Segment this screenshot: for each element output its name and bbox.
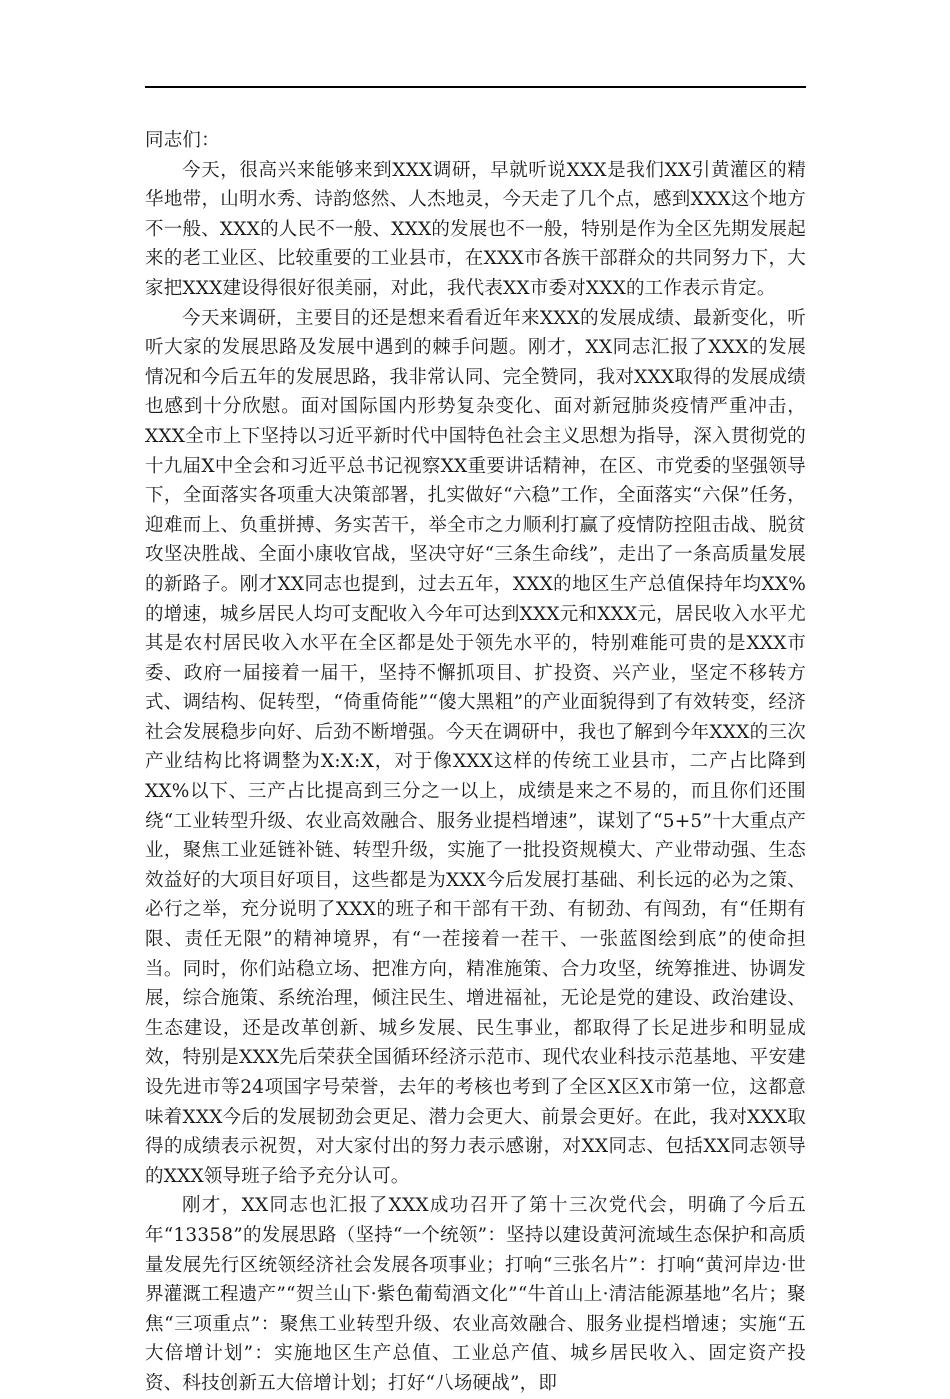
document-body xyxy=(145,126,806,1399)
paragraph-3: 刚才，XX同志也汇报了XXX成功召开了第十三次党代会，明确了今后五年“13358”的发展思路（坚持“一个统领”：坚持以建设黄河流域生态保护和高质量发展先行区统领经济社会发展各项事业；打响“三张名片”：打响“黄河岸边·世界灌溉工程遗产”“贺兰山下·紫色葡萄酒文化”“牛首山上·清洁能源基地”名片；聚焦“三项重点”：聚焦工业转型升级、农业高效融合、服务业提档增速；实施“五大倍增计划”：实施地区生产总值、工业总产值、城乡居民收入、固定资产投资、科技创新五大倍增计划；打好“八场硬战”，即 xyxy=(145,1195,806,1394)
salutation: 同志们： xyxy=(145,130,220,151)
paragraph-1: 今天，很高兴来能够来到XXX调研，早就听说XXX是我们XX引黄灌区的精华地带，山明水秀、诗韵悠然、人杰地灵，今天走了几个点，感到XXX这个地方不一般、XXX的人民不一般、XXX的发展也不一般，特别是作为全区先期发展起来的老工业区、比较重要的工业县市，在XXX市各族干部群众的共同努力下，大家把XXX建设得很好很美丽，对此，我代表XX市委对XXX的工作表示肯定。 xyxy=(145,159,806,299)
paragraph-2: 今天来调研，主要目的还是想来看看近年来XXX的发展成绩、最新变化，听听大家的发展思路及发展中遇到的棘手问题。刚才，XX同志汇报了XXX的发展情况和今后五年的发展思路，我非常认同、完全赞同，我对XXX取得的发展成绩也感到十分欣慰。面对国际国内形势复杂变化、面对新冠肺炎疫情严重冲击，XXX全市上下坚持以习近平新时代中国特色社会主义思想为指导，深入贯彻党的十九届X中全会和习近平总书记视察XX重要讲话精神，在区、市党委的坚强领导下，全面落实各项重大决策部署，扎实做好“六稳”工作，全面落实“六保”任务，迎难而上、负重拼搏、务实苦干，举全市之力顺利打赢了疫情防控阻击战、脱贫攻坚决胜战、全面小康收官战，坚决守好“三条生命线”，走出了一条高质量发展的新路子。刚才XX同志也提到，过去五年，XXX的地区生产总值保持年均XX%的增速，城乡居民人均可支配收入今年可达到XXX元和XXX元，居民收入水平尤其是农村居民收入水平在全区都是处于领先水平的，特别难能可贵的是XXX市委、政府一届接着一届干，坚持不懈抓项目、扩投资、兴产业，坚定不移转方式、调结构、促转型，“倚重倚能”“傻大黑粗”的产业面貌得到了有效转变，经济社会发展稳步向好、后劲不断增强。今天在调研中，我也了解到今年XXX的三次产业结构比将调整为X:X:X，对于像XXX这样的传统工业县市，二产占比降到XX%以下、三产占比提高到三分之一以上，成绩是来之不易的，而且你们还围绕“工业转型升级、农业高效融合、服务业提档增速”，谋划了“5+5”十大重点产业，聚焦工业延链补链、转型升级，实施了一批投资规模大、产业带动强、生态效益好的大项目好项目，这些都是为XXX今后发展打基础、利长远的必为之策、必行之举，充分说明了XXX的班子和干部有干劲、有韧劲、有闯劲，有“任期有限、责任无限”的精神境界，有“一茬接着一茬干、一张蓝图绘到底”的使命担当。同时，你们站稳立场、把准方向，精准施策、合力攻坚，统筹推进、协调发展，综合施策、系统治理，倾注民生、增进福祉，无论是党的建设、政治建设、生态建设，还是改革创新、城乡发展、民生事业，都取得了长足进步和明显成效，特别是XXX先后荣获全国循环经济示范市、现代农业科技示范基地、平安建设先进市等24项国字号荣誉，去年的考核也考到了全区X区X市第一位，这都意味着XXX今后的发展韧劲会更足、潜力会更大、前景会更好。在此，我对XXX取得的成绩表示祝贺，对大家付出的努力表示感谢，对XX同志、包括XX同志领导的XXX领导班子给予充分认可。 xyxy=(145,307,806,1187)
header-rule xyxy=(145,86,806,88)
